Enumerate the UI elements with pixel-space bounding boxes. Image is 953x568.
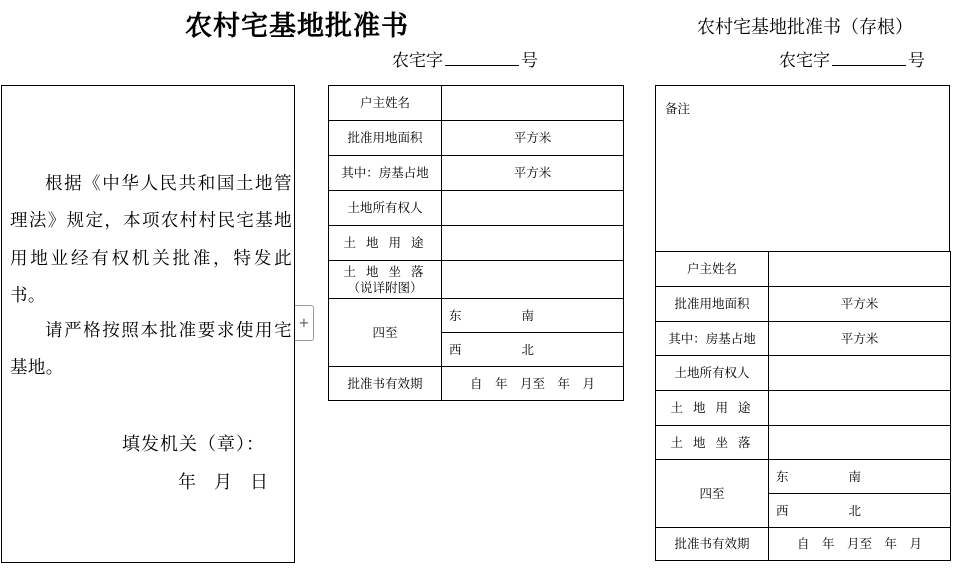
table-row [329,299,624,333]
land-owner-value[interactable] [442,191,624,226]
stub-owner-name-label: 户主姓名 [656,252,769,287]
remarks-box[interactable] [655,85,950,252]
stub-form-table [655,251,951,561]
owner-name-value[interactable] [442,86,624,121]
stub-house-area-value[interactable] [769,322,951,356]
usage-requirement-paragraph: 请严格按照本批准要求使用宅基地。 [10,321,292,379]
legal-basis-paragraph: 根据《中华人民共和国土地管理法》规定，本项农村村民宅基地用地业经有权机关批准，特发此书。 [10,174,292,306]
table-row [656,252,951,287]
page-title: 农村宅基地批准书 [185,11,409,42]
stub-house-area-label: 其中：房基占地 [656,322,769,356]
stub-east-label: 东 [776,468,789,484]
stub-approved-area-value[interactable] [769,287,951,322]
house-area-value[interactable] [442,156,624,191]
stub-boundaries-label: 四至 [656,460,769,528]
stub-validity-value[interactable]: 自 年 月至 年 月 [769,528,951,561]
table-row [656,356,951,391]
approved-area-label: 批准用地面积 [329,121,442,156]
issuing-authority-label: 填发机关（章）： [122,434,265,455]
table-row [656,391,951,426]
stub-area-unit: 平方米 [840,296,879,311]
table-row [329,121,624,156]
number-suffix: 号 [521,51,538,71]
boundary-east-south[interactable] [442,299,624,333]
table-row [656,322,951,356]
stub-land-location-value[interactable] [769,426,951,460]
number-prefix: 农宅字 [392,51,443,71]
see-map-note: （说详附图） [347,279,423,295]
stub-west-label: 西 [776,502,789,518]
table-row [656,528,951,561]
certificate-number-line [392,46,538,71]
boundaries-label: 四至 [329,299,442,367]
south-label: 南 [521,307,535,323]
stub-boundary-east-south[interactable] [769,460,951,494]
east-label: 东 [449,307,462,323]
stub-number-suffix: 号 [908,51,925,71]
number-blank [445,51,519,66]
approval-text-panel [1,85,295,563]
stub-south-label: 南 [848,468,862,484]
validity-value[interactable]: 自 年 月至 年 月 [442,367,624,401]
expand-button[interactable]: + [295,305,314,341]
west-label: 西 [449,341,462,357]
table-row [329,191,624,226]
stub-land-owner-value[interactable] [769,356,951,391]
validity-label: 批准书有效期 [329,367,442,401]
stub-land-location-label: 土 地 坐 落 [656,426,769,460]
stub-number-line [779,46,925,71]
boundary-west-north[interactable] [442,333,624,367]
land-location-value[interactable] [442,261,624,299]
table-row [656,287,951,322]
north-label: 北 [521,341,535,357]
stub-north-label: 北 [848,502,862,518]
stub-title: 农村宅基地批准书（存根） [697,17,913,38]
approval-form-table [328,85,624,401]
stub-number-blank [832,51,906,66]
owner-name-label: 户主姓名 [329,86,442,121]
table-row [329,156,624,191]
stub-approved-area-label: 批准用地面积 [656,287,769,322]
land-owner-label: 土地所有权人 [329,191,442,226]
stub-boundary-west-north[interactable] [769,494,951,528]
land-use-label: 土 地 用 途 [329,226,442,261]
stub-house-area-unit: 平方米 [840,330,879,346]
land-location-label [329,261,442,299]
stub-validity-label: 批准书有效期 [656,528,769,561]
remarks-label: 备注 [665,101,691,116]
land-location-text: 土 地 坐 落 [343,263,427,279]
table-row [656,460,951,494]
approved-area-value[interactable] [442,121,624,156]
table-row [329,226,624,261]
table-row [329,367,624,401]
stub-number-prefix: 农宅字 [779,51,830,71]
house-area-label: 其中：房基占地 [329,156,442,191]
table-row [329,261,624,299]
stub-land-owner-label: 土地所有权人 [656,356,769,391]
house-area-unit: 平方米 [513,165,552,180]
table-row [329,86,624,121]
area-unit: 平方米 [513,130,552,145]
stub-owner-name-value[interactable] [769,252,951,287]
issue-date-label: 年 月 日 [178,472,268,493]
stub-land-use-label: 土 地 用 途 [656,391,769,426]
table-row [656,426,951,460]
land-use-value[interactable] [442,226,624,261]
stub-land-use-value[interactable] [769,391,951,426]
